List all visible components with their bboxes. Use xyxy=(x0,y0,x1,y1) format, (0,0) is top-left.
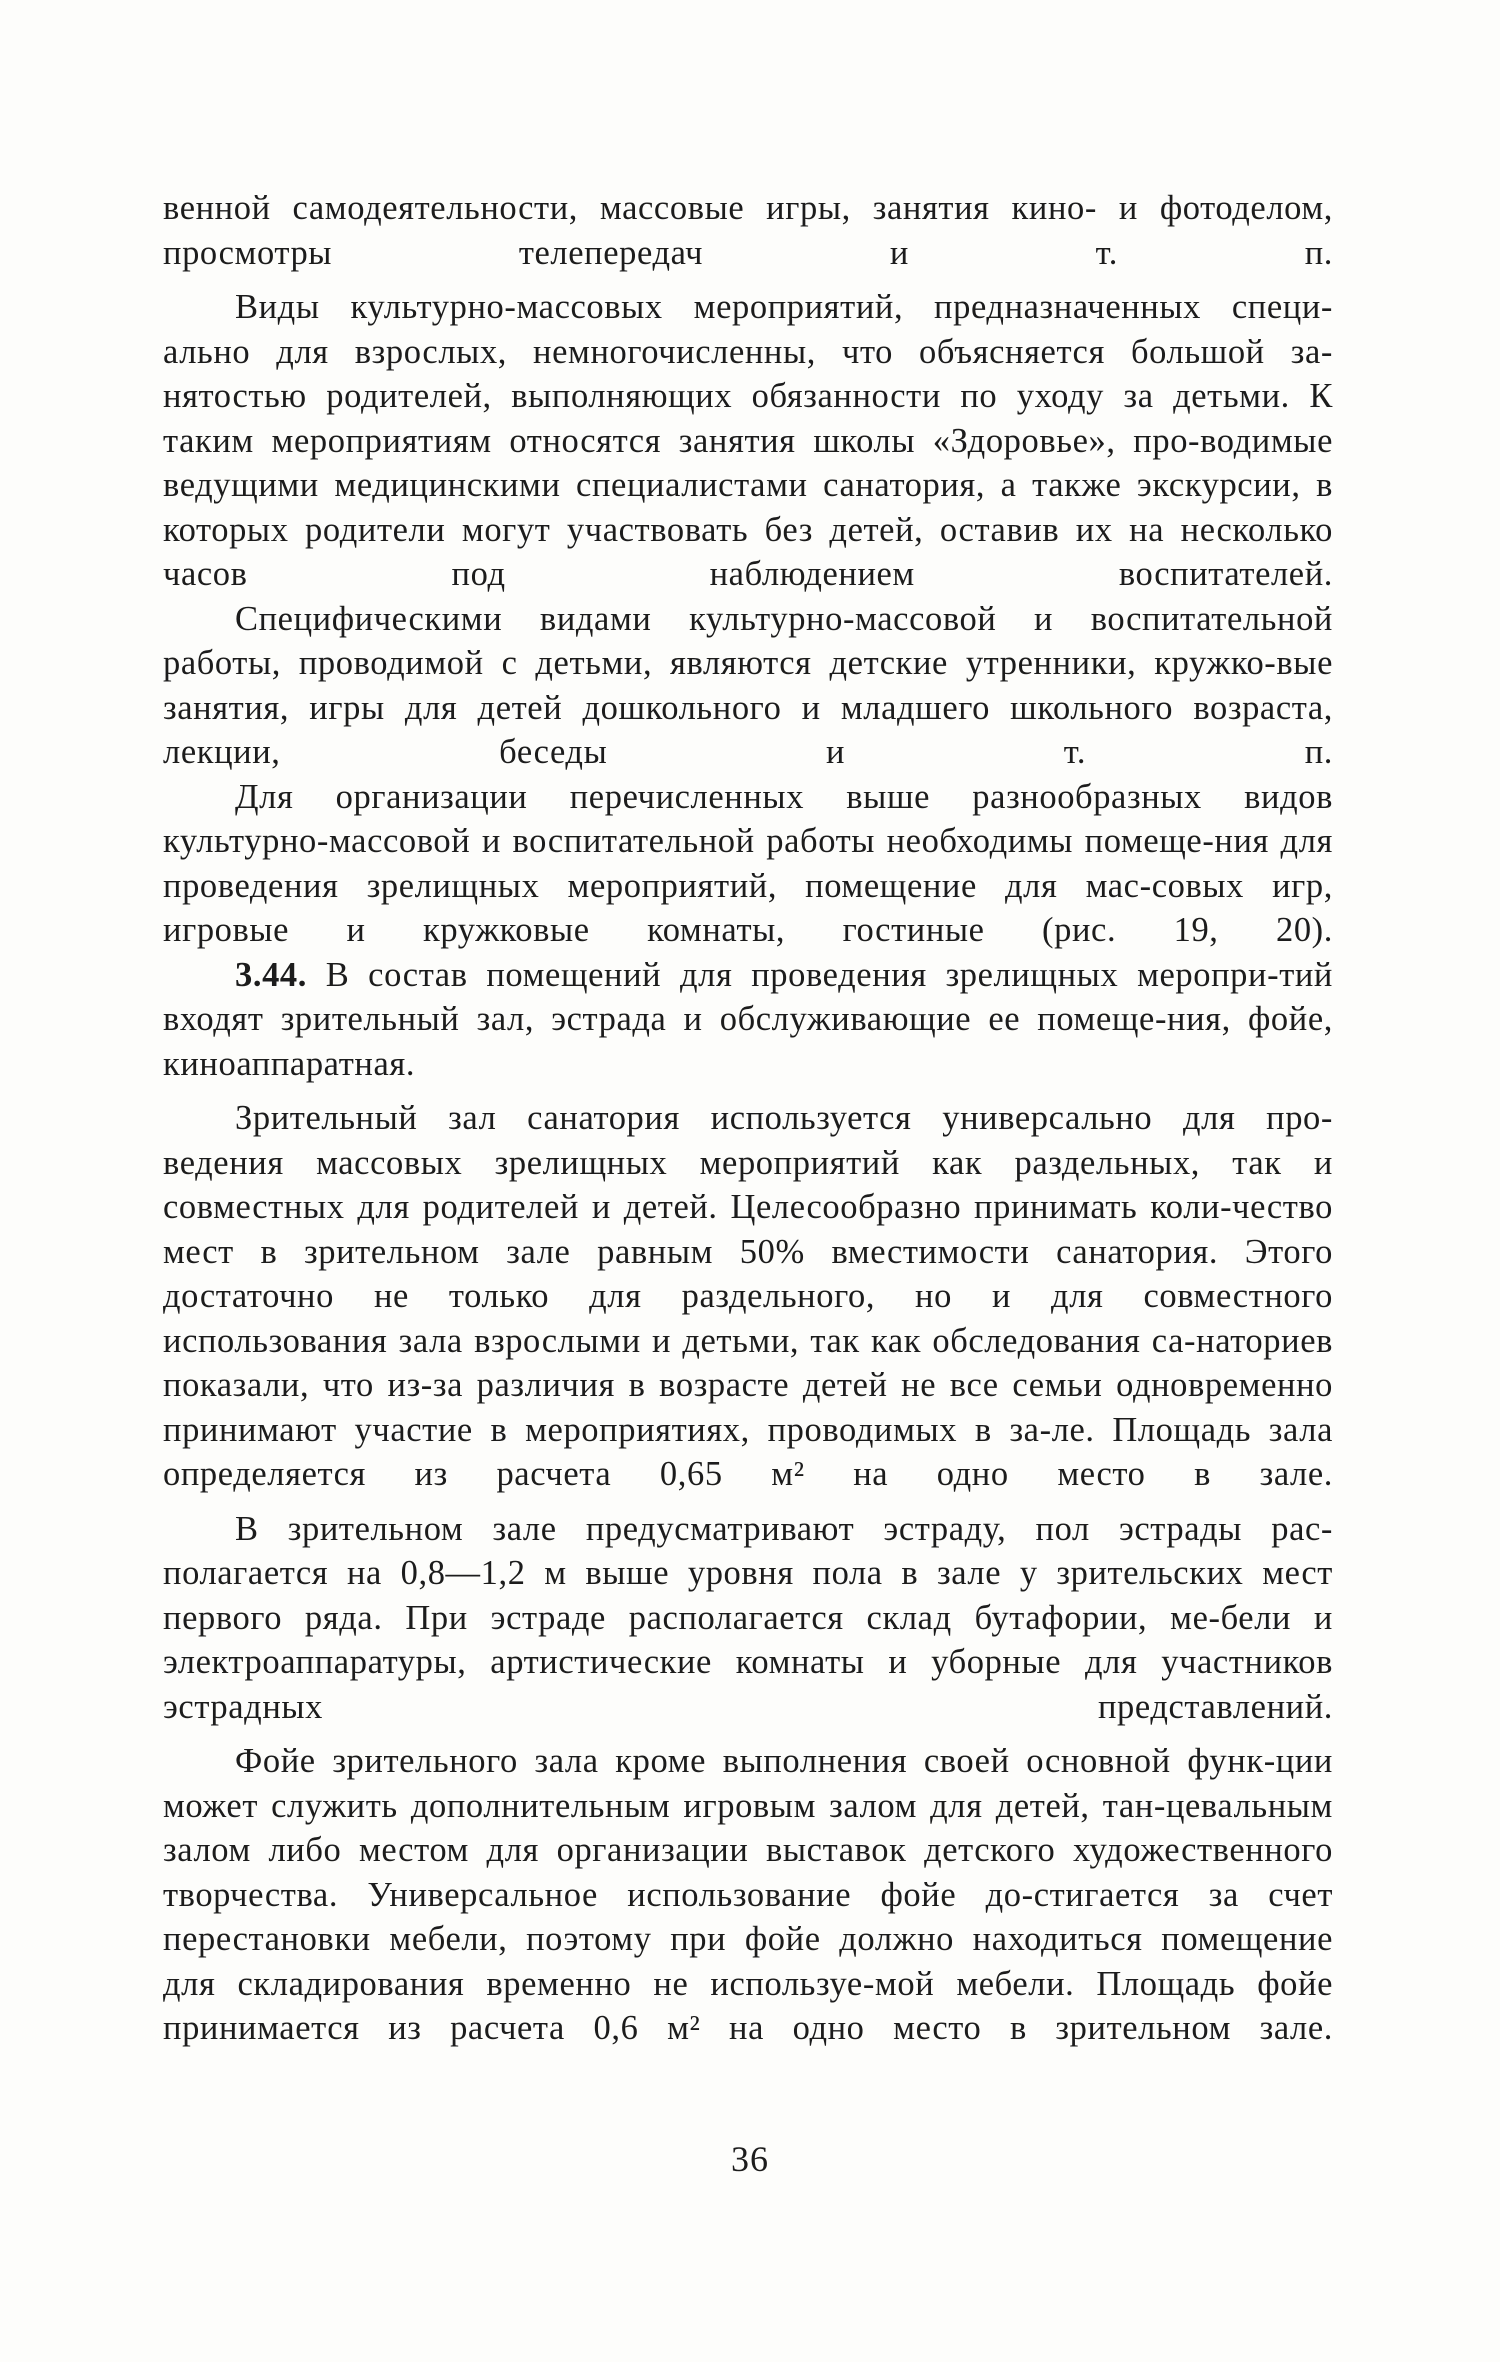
p2-line-1: Виды культурно-массовых мероприятий, предназначенных специ- xyxy=(235,288,1333,326)
paragraph-6 xyxy=(163,1096,1333,1497)
paragraph-2 xyxy=(163,285,1333,597)
p8-line-4: художественного творчества. Универсальное использование фойе до- xyxy=(163,1831,1333,1914)
p6-line-6: использования зала взрослыми и детьми, так как обследования са- xyxy=(163,1321,1197,1360)
page-number: 36 xyxy=(731,2139,769,2179)
p3-line-4: возраста, лекции, беседы и т. п. xyxy=(163,688,1333,771)
p2-line-4: К таким мероприятиям относятся занятия школы «Здоровье», про- xyxy=(163,377,1333,460)
p7-line-5: участников эстрадных представлений. xyxy=(163,1643,1333,1726)
section-number: 3.44. xyxy=(235,955,307,994)
paragraph-5 xyxy=(163,953,1333,1087)
p2-line-6: экскурсии, в которых родители могут участвовать без детей, оставив xyxy=(163,466,1333,549)
p2-line-5: водимые ведущими медицинскими специалистами санатория, а также xyxy=(163,421,1333,504)
p4-line-1: Для организации перечисленных выше разнообразных видов xyxy=(235,777,1333,816)
p1-line-2: просмотры телепередач и т. п. xyxy=(163,233,1333,272)
p7-line-2: полагается на 0,8—1,2 м выше уровня пола в зале у зрительских xyxy=(163,1554,1244,1592)
p1-line-1: венной самодеятельности, массовые игры, занятия кино- и фотоделом, xyxy=(163,189,1333,227)
p2-line-7: их на несколько часов под наблюдением воспитателей. xyxy=(163,510,1333,593)
p7-line-3: мест первого ряда. При эстраде располагается склад бутафории, ме- xyxy=(163,1554,1333,1637)
paragraph-8 xyxy=(163,1739,1333,2051)
p5-line-1: В состав помещений для проведения зрелищных меропри- xyxy=(307,955,1280,994)
p6-line-3: совместных для родителей и детей. Целесообразно принимать коли- xyxy=(163,1188,1233,1226)
p6-line-9: ле. Площадь зала определяется из расчета 0,65 м² на одно место в xyxy=(163,1410,1333,1493)
p3-line-2: работы, проводимой с детьми, являются детские утренники, кружко- xyxy=(163,644,1277,682)
p7-line-4: бели и электроаппаратуры, артистические комнаты и уборные для xyxy=(163,1598,1333,1681)
p6-line-5: Этого достаточно не только для раздельного, но и для совместного xyxy=(163,1232,1333,1315)
p4-line-3: ния для проведения зрелищных мероприятий, помещение для мас- xyxy=(163,822,1333,905)
p3-line-1: Специфическими видами культурно-массовой и воспитательной xyxy=(235,599,1333,638)
paragraph-3 xyxy=(163,597,1333,775)
p8-line-6: находиться помещение для складирования временно не используе- xyxy=(163,1920,1333,2003)
p2-line-2: ально для взрослых, немногочисленны, что объясняется большой за- xyxy=(163,332,1333,371)
p8-line-7: мой мебели. Площадь фойе принимается из расчета 0,6 м² на одно xyxy=(163,1964,1333,2047)
p2-line-3: нятостью родителей, выполняющих обязанности по уходу за детьми. xyxy=(163,377,1290,415)
paragraph-4 xyxy=(163,775,1333,953)
p5-line-3: ния, фойе, киноаппаратная. xyxy=(163,1000,1333,1083)
p4-line-4: совых игр, игровые и кружковые комнаты, гостиные (рис. 19, 20). xyxy=(163,866,1333,949)
p8-line-8: место в зрительном зале. xyxy=(893,2009,1333,2047)
p4-line-2: культурно-массовой и воспитательной работы необходимы помеще- xyxy=(163,822,1215,860)
body-text xyxy=(163,186,1333,2051)
p3-line-3: вые занятия, игры для детей дошкольного и младшего школьного xyxy=(163,644,1333,727)
paragraph-7 xyxy=(163,1507,1333,1730)
p6-line-7: наториев показали, что из-за различия в возрасте детей не все семьи xyxy=(163,1321,1333,1404)
paragraph-1 xyxy=(163,186,1333,275)
p8-line-2: ции может служить дополнительным игровым залом для детей, тан- xyxy=(163,1742,1333,1825)
p6-line-2: ведения массовых зрелищных мероприятий как раздельных, так и xyxy=(163,1143,1333,1182)
p6-line-1: Зрительный зал санатория используется универсально для про- xyxy=(235,1099,1333,1137)
p8-line-5: стигается за счет перестановки мебели, поэтому при фойе должно xyxy=(163,1875,1333,1958)
p6-line-4: чество мест в зрительном зале равным 50% вместимости санатория. xyxy=(163,1188,1333,1271)
p5-line-2: тий входят зрительный зал, эстрада и обслуживающие ее помеще- xyxy=(163,955,1333,1038)
p6-line-10: зале. xyxy=(1259,1455,1333,1493)
p8-line-3: цевальным залом либо местом для организации выставок детского xyxy=(163,1786,1333,1869)
p8-line-1: Фойе зрительного зала кроме выполнения своей основной функ- xyxy=(235,1742,1276,1780)
p7-line-1: В зрительном зале предусматривают эстраду, пол эстрады рас- xyxy=(235,1509,1333,1548)
p6-line-8: одновременно принимают участие в мероприятиях, проводимых в за- xyxy=(163,1366,1333,1449)
